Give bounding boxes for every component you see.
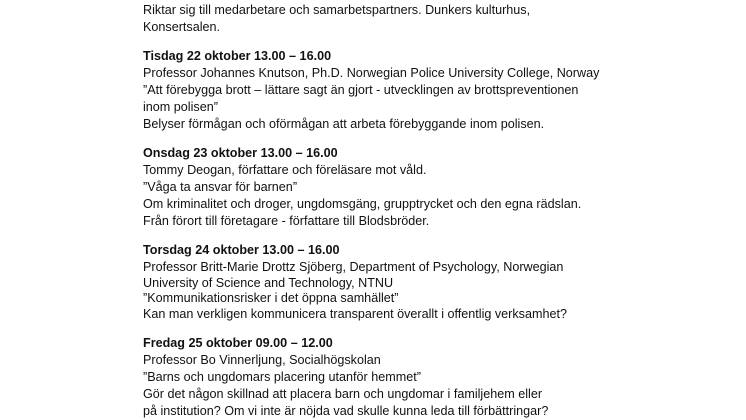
session-description: Belyser förmågan och oförmågan att arbeta förebyggande inom polisen. (143, 117, 545, 131)
session-friday (143, 335, 703, 420)
session-title: ”Att förebygga brott – lättare sagt än gjort - utvecklingen av brottspreventionen (143, 83, 579, 97)
session-title: ”Kommunikationsrisker i det öppna samhället” (143, 291, 399, 305)
session-thursday (143, 242, 703, 323)
session-title: ”Våga ta ansvar för barnen” (143, 180, 298, 194)
session-description: Kan man verkligen kommunicera transparent överallt i offentlig verksamhet? (143, 307, 567, 321)
session-tuesday (143, 48, 703, 133)
session-heading: Tisdag 22 oktober 13.00 – 16.00 (143, 49, 332, 63)
intro-line: Konsertsalen. (143, 20, 221, 34)
session-speaker: Professor Bo Vinnerljung, Socialhögskolan (143, 353, 381, 367)
intro-line: Riktar sig till medarbetare och samarbetspartners. Dunkers kulturhus, (143, 3, 531, 17)
session-heading: Fredag 25 oktober 09.00 – 12.00 (143, 336, 333, 350)
session-description: Från förort till företagare - författare till Blodsbröder. (143, 214, 430, 228)
session-wednesday (143, 145, 703, 230)
session-title: ”Barns och ungdomars placering utanför hemmet” (143, 370, 421, 384)
session-title: inom polisen” (143, 100, 218, 114)
session-heading: Onsdag 23 oktober 13.00 – 16.00 (143, 146, 338, 160)
intro-paragraph (143, 2, 703, 36)
session-description: på institution? Om vi inte är nöjda vad skulle kunna leda till förbättringar? (143, 404, 549, 418)
session-speaker: Tommy Deogan, författare och föreläsare mot våld. (143, 163, 427, 177)
session-speaker: Professor Johannes Knutson, Ph.D. Norwegian Police University College, Norway (143, 66, 600, 80)
document-body (143, 2, 703, 420)
session-speaker: University of Science and Technology, NTNU (143, 276, 394, 290)
session-description: Gör det någon skillnad att placera barn och ungdomar i familjehem eller (143, 387, 543, 401)
session-heading: Torsdag 24 oktober 13.00 – 16.00 (143, 243, 340, 257)
session-description: Om kriminalitet och droger, ungdomsgäng, grupptrycket och den egna rädslan. (143, 197, 582, 211)
session-speaker: Professor Britt-Marie Drottz Sjöberg, Department of Psychology, Norwegian (143, 260, 564, 274)
